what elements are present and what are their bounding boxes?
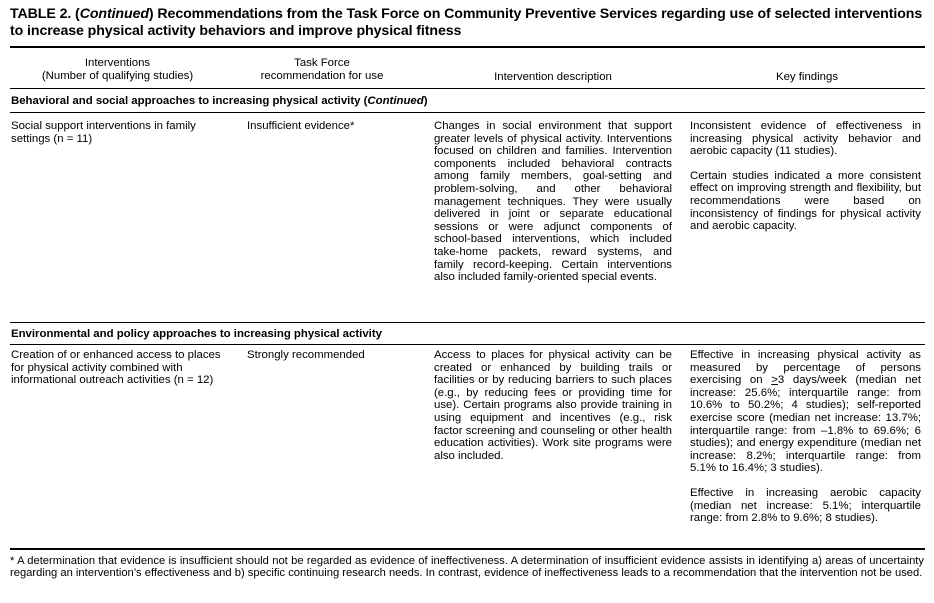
findings-paragraph-2: Certain studies indicated a more consistent effect on improving strength and flexibility, but recommendations were based on inconsistency of findings for physical activity and aerobic capacity. [690, 169, 921, 233]
cell-description-access: Access to places for physical activity can be created or enhanced by building trails or facilities or by reducing barriers to such places (e.g., by reducing fees or providing time for use). Certain programs also provide training in using equipment and incentives (e.g., risk factor screening and counseling or other health education activities). Work site programs were also included. [434, 349, 672, 462]
header-description: Intervention description [494, 71, 612, 83]
header-interventions-line1: Interventions [84, 57, 151, 69]
table-title [10, 6, 925, 40]
cell-recommendation-insufficient: Insufficient evidence* [247, 120, 355, 132]
cell-findings-access [690, 349, 921, 525]
section-heading-environmental: Environmental and policy approaches to increasing physical activity [11, 328, 382, 340]
bottom-rule [10, 548, 925, 550]
cell-intervention-access: Creation of or enhanced access to places for physical activity combined with informational outreach activities (n = 12) [11, 349, 221, 387]
row-rule-1 [10, 322, 925, 323]
findings-paragraph-1: Inconsistent evidence of effectiveness in increasing physical activity behavior and aerobic capacity (11 studies). [690, 120, 921, 158]
section-rule-2 [10, 344, 925, 345]
section-rule-1 [10, 112, 925, 113]
header-findings: Key findings [775, 71, 839, 83]
cell-findings-social-support [690, 120, 921, 233]
header-interventions [10, 57, 225, 83]
header-rule [10, 88, 925, 89]
findings-access-paragraph-1 [690, 349, 921, 475]
cell-recommendation-strong: Strongly recommended [247, 349, 365, 361]
header-task-force-line1: Task Force [294, 57, 350, 69]
top-rule [10, 46, 925, 48]
greater-equal-symbol: > [771, 374, 778, 387]
title-continued: Continued [79, 6, 149, 22]
findings-access-text-b: 3 days/week (median net increase: 25.6%; interquartile range: from 10.6% to 50.2%; 4 studies); self-reported exercise score (median net increase: 13.7%; interquartile range: from –1.8% to 69.6%; 6 studies); and energy expenditure (median net increase: 8.2%; interquartile range: from 5.1% to 16.4%; 3 studies). [690, 374, 921, 475]
header-task-force [232, 57, 412, 83]
header-task-force-line2: recommendation for use [260, 70, 384, 82]
findings-access-text-a: Effective in increasing physical activity as measured by percentage of persons exercising on [690, 349, 921, 387]
footnote: * A determination that evidence is insufficient should not be regarded as evidence of ineffectiveness. A determination of insufficient evidence assists in identifying a) areas of uncertainty regarding an intervention’s effectiveness and b) specific continuing research needs. In contrast, evidence of ineffectiveness leads to a recommendation that the intervention not be used. [10, 555, 924, 579]
cell-description-social-support: Changes in social environment that support greater levels of physical activity. Interventions focused on children and families. Intervention components included behavioral contracts among family members, goal-setting and problem-solving, and other behavioral management techniques. They were usually delivered in joint or separate educational sessions or were adjunct components of school-based interventions, which included take-home packets, reward systems, and family record-keeping. Certain interventions also included family-oriented special events. [434, 120, 672, 284]
section-heading-behavioral [11, 95, 428, 108]
title-rest: ) Recommendations from the Task Force on Community Preventive Services regarding use of selected interventions to increase physical activity behaviors and improve physical fitness [10, 6, 923, 39]
section-heading-text: Behavioral and social approaches to increasing physical activity ( [11, 95, 368, 107]
header-interventions-line2: (Number of qualifying studies) [41, 70, 194, 82]
title-prefix: TABLE 2. ( [10, 6, 80, 22]
findings-access-paragraph-2: Effective in increasing aerobic capacity (median net increase: 5.1%; interquartile range: from 2.8% to 9.6%; 8 studies). [690, 486, 921, 525]
cell-intervention-social-support: Social support interventions in family settings (n = 11) [11, 120, 196, 145]
section-heading-end: ) [423, 95, 428, 107]
section-heading-continued: Continued [367, 95, 424, 107]
